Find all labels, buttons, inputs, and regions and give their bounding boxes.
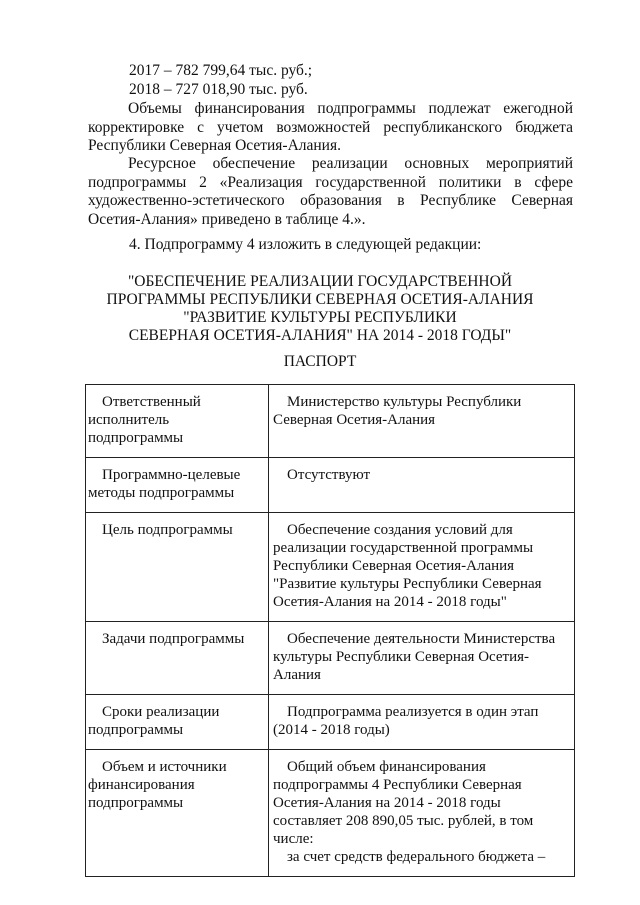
paragraph-funding-adjustment: Объемы финансирования подпрограммы подлежат ежегодной корректировке с учетом возможностей республиканского бюджета Республики Северная Осетия-Алания. [88,100,573,154]
row-label-cell: Задачи подпрограммы [86,622,269,695]
table-row [86,750,575,877]
table-row [86,385,575,458]
item-4-instruction: 4. Подпрограмму 4 изложить в следующей редакции: [129,236,482,253]
table-row [86,695,575,750]
row-label-cell: Сроки реализации подпрограммы [86,695,269,750]
table-row [86,458,575,513]
paragraph-resource-support: Ресурсное обеспечение реализации основных мероприятий подпрограммы 2 «Реализация государственной политики в сфере художественно-эстетического образования в Республике Северная Осетия-Алания» приведено в таблице 4.». [88,155,573,228]
heading-line-2: ПРОГРАММЫ РЕСПУБЛИКИ СЕВЕРНАЯ ОСЕТИЯ-АЛАНИЯ [106,291,534,308]
federal-budget-line: за счет средств федерального бюджета – [287,849,546,865]
row-value-cell: Министерство культуры Республики Северная Осетия-Алания [269,385,575,458]
row-value-cell: Подпрограмма реализуется в один этап (2014 - 2018 годы) [269,695,575,750]
row-value-cell: Обеспечение деятельности Министерства культуры Республики Северная Осетия-Алания [269,622,575,695]
row-label-cell: Объем и источники финансирования подпрограммы [86,750,269,877]
row-value-cell: Отсутствуют [269,458,575,513]
table-row [86,513,575,622]
passport-table [85,384,575,877]
passport-title: ПАСПОРТ [283,353,357,370]
funding-2017-line: 2017 – 782 799,64 тыс. руб.; [129,62,313,79]
row-label-cell: Ответственный исполнитель подпрограммы [86,385,269,458]
row-label-cell: Цель подпрограммы [86,513,269,622]
heading-line-4: СЕВЕРНАЯ ОСЕТИЯ-АЛАНИЯ" НА 2014 - 2018 ГОДЫ" [128,327,512,344]
funding-2018-line: 2018 – 727 018,90 тыс. руб. [129,81,308,98]
heading-line-1: "ОБЕСПЕЧЕНИЕ РЕАЛИЗАЦИИ ГОСУДАРСТВЕННОЙ [127,273,513,290]
row-value-cell: Общий объем финансирования подпрограммы 4 Республики Северная Осетия-Алания на 2014 - 2018 годы составляет 208 890,05 тыс. рублей, в том числе: за счет средств федерального бюджета – [269,750,575,877]
subprogram-heading [60,273,580,345]
row-label-cell: Программно-целевые методы подпрограммы [86,458,269,513]
table-row [86,622,575,695]
heading-line-3: "РАЗВИТИЕ КУЛЬТУРЫ РЕСПУБЛИКИ [183,309,457,326]
row-value-cell: Обеспечение создания условий для реализации государственной программы Республики Северная Осетия-Алания "Развитие культуры Республики Северная Осетия-Алания на 2014 - 2018 годы" [269,513,575,622]
